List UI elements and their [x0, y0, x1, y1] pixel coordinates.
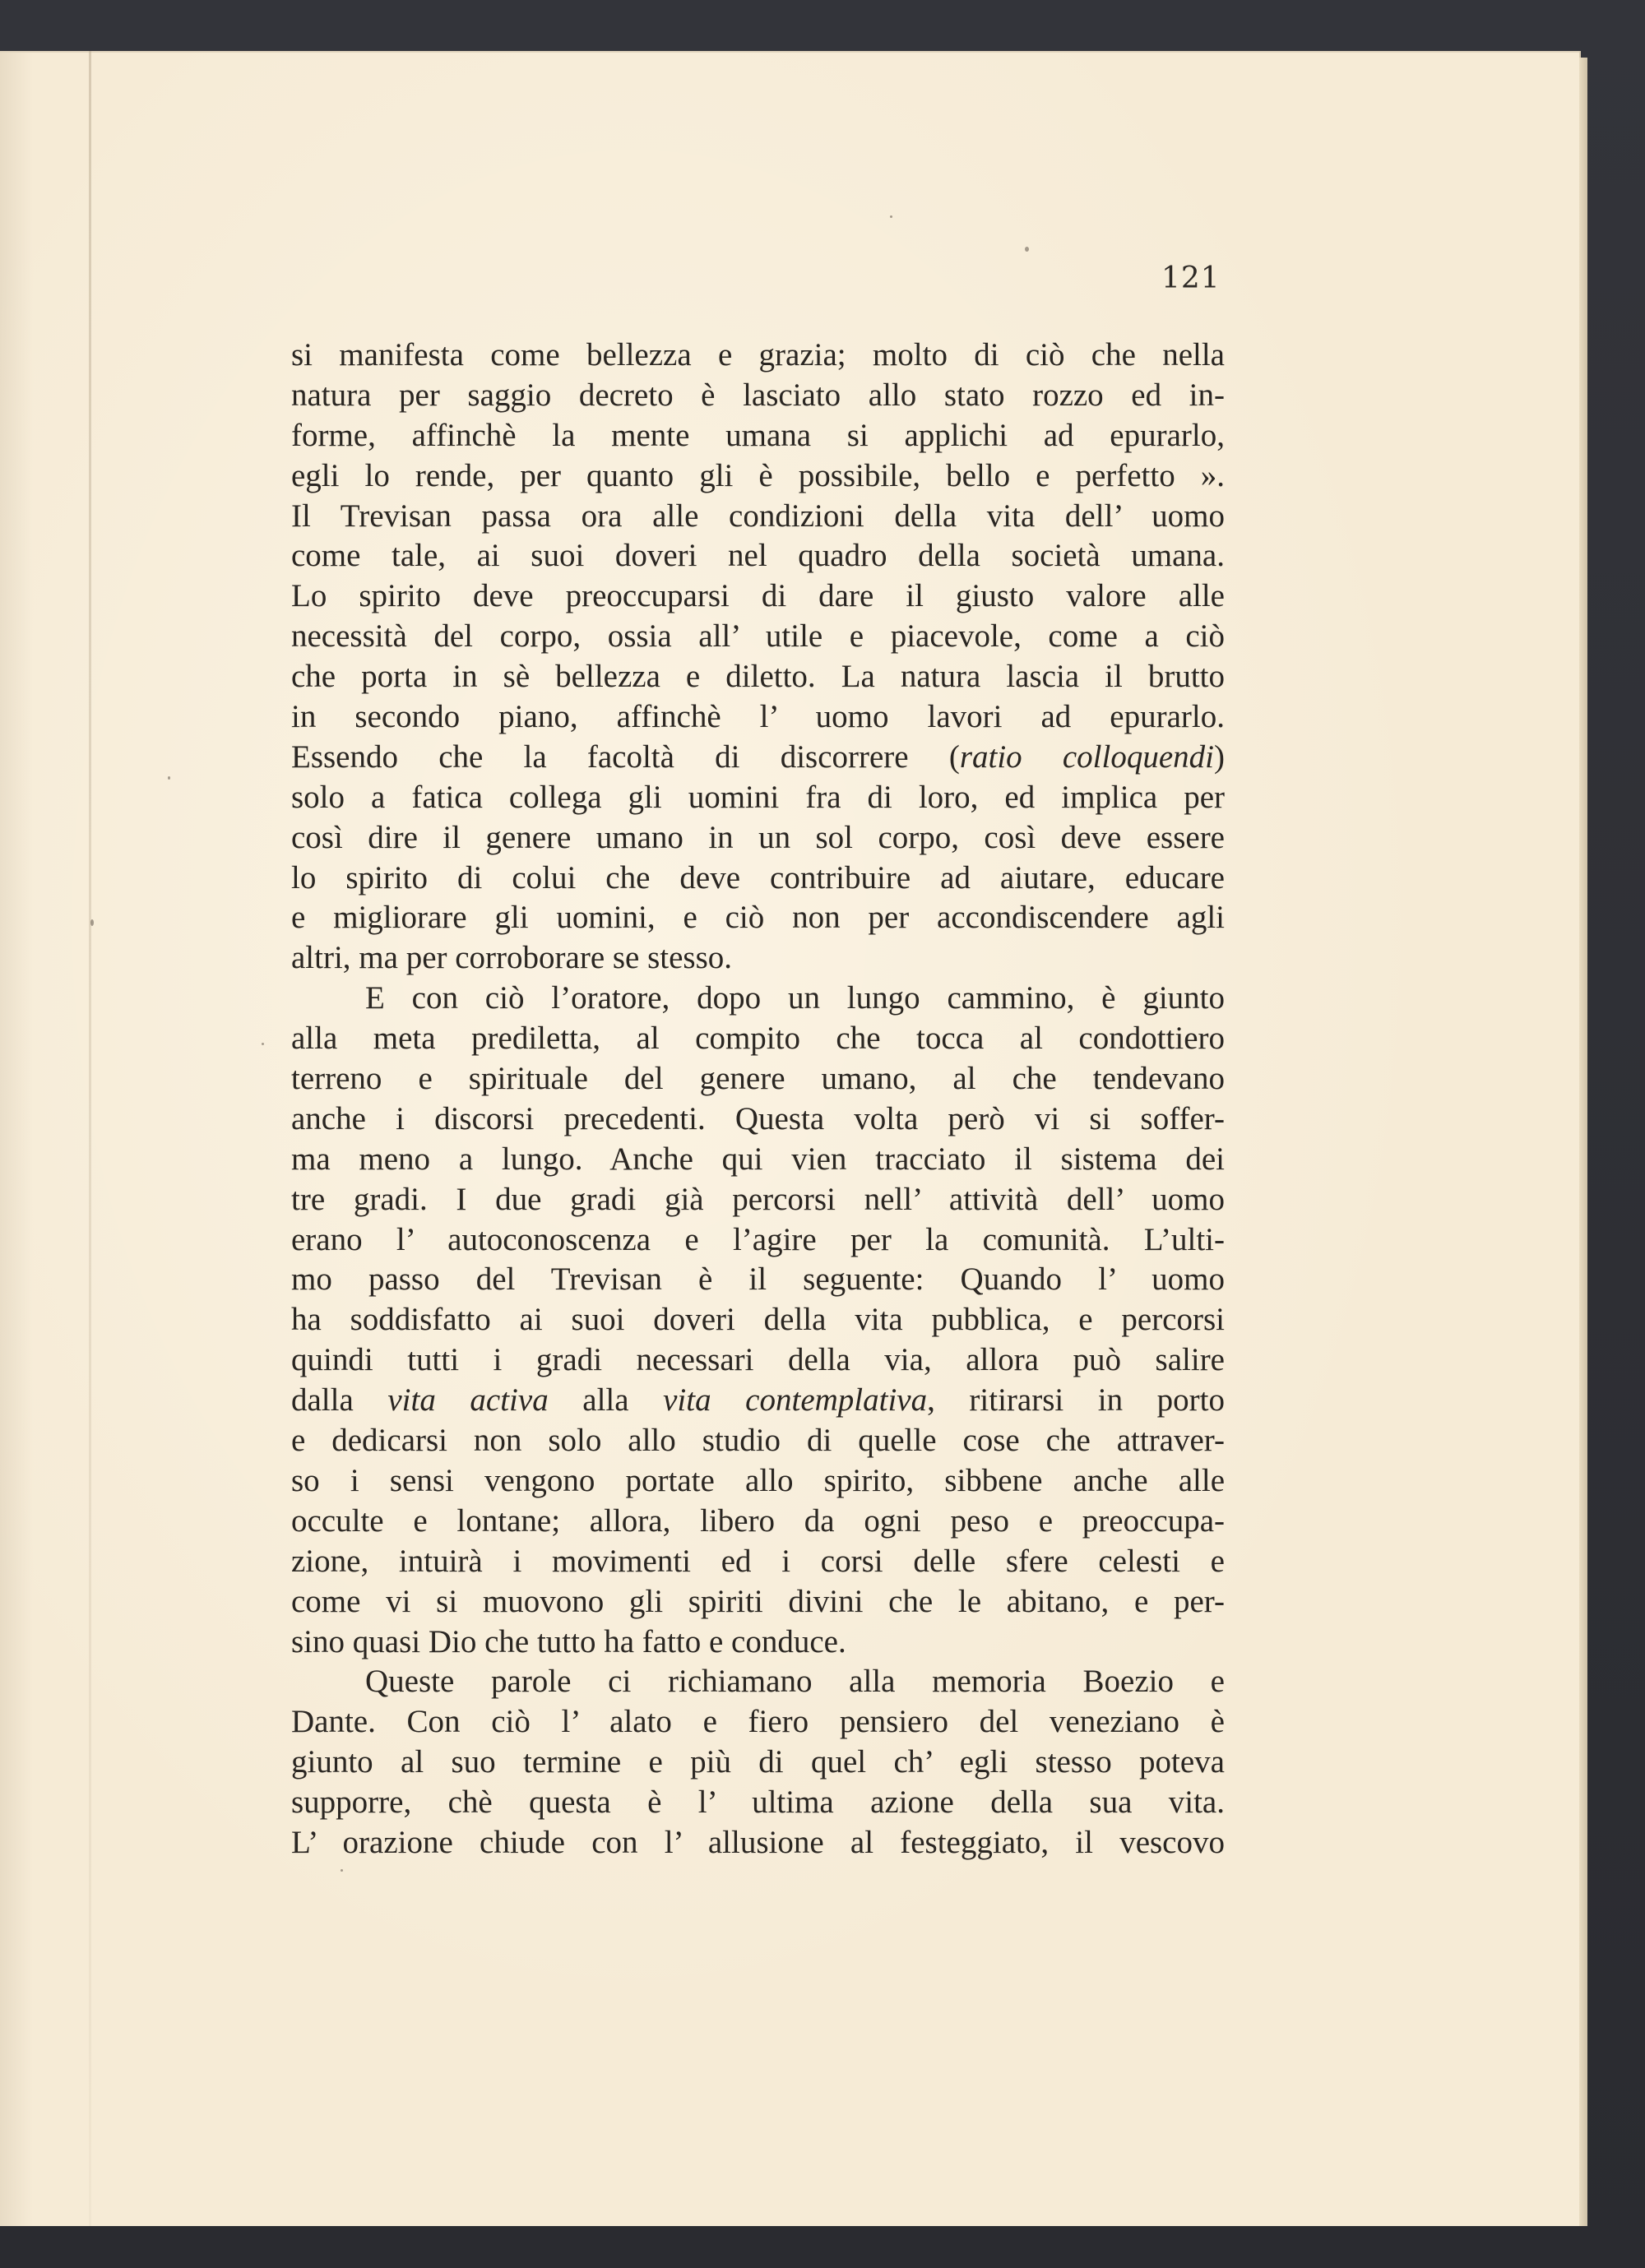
text-segment: mo passo del Trevisan è il seguente: Quando l’ uomo — [291, 1261, 1225, 1298]
text-line — [291, 336, 1225, 376]
text-segment: quindi tutti i gradi necessari della via, allora può salire — [291, 1342, 1225, 1378]
text-line — [291, 416, 1225, 456]
paper-speck — [1025, 247, 1029, 252]
text-segment: terreno e spirituale del genere umano, al che tendevano — [291, 1061, 1225, 1097]
text-line — [291, 1340, 1225, 1381]
text-segment: che porta in sè bellezza e diletto. La natura lascia il brutto — [291, 659, 1225, 695]
text-line — [291, 738, 1225, 778]
text-segment: si manifesta come bellezza e grazia; molto di ciò che nella — [291, 337, 1225, 373]
text-segment: ) — [1214, 738, 1225, 775]
text-segment: necessità del corpo, ossia all’ utile e piacevole, come a ciò — [291, 618, 1225, 655]
italic-phrase: vita contemplativa — [663, 1382, 928, 1419]
text-line — [291, 576, 1225, 617]
text-line — [291, 778, 1225, 818]
text-segment: come vi si muovono gli spiriti divini che le abitano, e per- — [291, 1583, 1225, 1619]
text-segment: ma meno a lungo. Anche qui vien tracciato il sistema dei — [291, 1141, 1225, 1177]
text-line — [291, 1542, 1225, 1582]
paper-speck — [168, 776, 170, 780]
text-segment: e migliorare gli uomini, e ciò non per accondiscendere agli — [291, 900, 1225, 936]
text-segment: altri, ma per corroborare se stesso. — [291, 940, 733, 976]
text-segment: tre gradi. I due gradi già percorsi nell’ attività dell’ uomo — [291, 1181, 1225, 1217]
text-line — [291, 456, 1225, 497]
text-line — [291, 1582, 1225, 1622]
text-segment: anche i discorsi precedenti. Questa volta però vi si soffer- — [291, 1100, 1225, 1136]
text-segment: Dante. Con ciò l’ alato e fiero pensiero del veneziano è — [291, 1704, 1225, 1740]
text-line — [291, 979, 1225, 1019]
text-line — [291, 697, 1225, 738]
body-text — [291, 336, 1225, 1863]
text-segment: ha soddisfatto ai suoi doveri della vita pubblica, e percorsi — [291, 1302, 1225, 1338]
text-segment: solo a fatica collega gli uomini fra di loro, ed implica per — [291, 779, 1225, 815]
text-line — [291, 1180, 1225, 1220]
text-segment: egli lo rende, per quanto gli è possibile, bello e perfetto ». — [291, 457, 1225, 493]
text-segment: così dire il genere umano in un sol corpo, così deve essere — [291, 819, 1225, 855]
text-line — [291, 1461, 1225, 1502]
text-line — [291, 1662, 1225, 1702]
paper-speck — [890, 215, 892, 218]
text-segment: e dedicarsi non solo allo studio di quelle cose che attraver- — [291, 1423, 1225, 1459]
page-edge — [1579, 58, 1587, 2226]
page-number: 121 — [1161, 262, 1221, 295]
italic-phrase: ratio colloquendi — [959, 738, 1214, 775]
text-line — [291, 818, 1225, 859]
text-line — [291, 1823, 1225, 1863]
text-segment: natura per saggio decreto è lasciato allo stato rozzo ed in- — [291, 377, 1225, 413]
text-segment: in secondo piano, affinchè l’ uomo lavori ad epurarlo. — [291, 699, 1225, 735]
text-line — [291, 1421, 1225, 1461]
text-line — [291, 1260, 1225, 1300]
text-line — [291, 1381, 1225, 1421]
text-segment: L’ orazione chiude con l’ allusione al festeggiato, il vescovo — [291, 1824, 1225, 1860]
paper-speck — [262, 1043, 264, 1045]
text-line — [291, 497, 1225, 537]
paper-speck — [90, 919, 94, 926]
text-segment: alla — [548, 1382, 664, 1419]
italic-phrase: vita activa — [387, 1382, 549, 1419]
text-segment: giunto al suo termine e più di quel ch’ egli stesso poteva — [291, 1744, 1225, 1780]
text-line — [291, 1099, 1225, 1140]
text-segment: E con ciò l’oratore, dopo un lungo cammino, è giunto — [365, 980, 1225, 1016]
text-line — [291, 1019, 1225, 1059]
text-segment: supporre, chè questa è l’ ultima azione della sua vita. — [291, 1784, 1225, 1821]
text-segment: forme, affinchè la mente umana si applichi ad epurarlo, — [291, 417, 1225, 453]
text-segment: Il Trevisan passa ora alle condizioni della vita dell’ uomo — [291, 498, 1225, 534]
text-segment: erano l’ autoconoscenza e l’agire per la comunità. L’ulti- — [291, 1221, 1225, 1257]
text-line — [291, 376, 1225, 416]
text-segment: Queste parole ci richiamano alla memoria Boezio e — [365, 1664, 1225, 1700]
text-line — [291, 536, 1225, 576]
text-line — [291, 938, 1225, 979]
text-line — [291, 1702, 1225, 1743]
text-line — [291, 1300, 1225, 1340]
text-segment: Lo spirito deve preoccuparsi di dare il giusto valore alle — [291, 578, 1225, 614]
text-line — [291, 657, 1225, 697]
text-segment: occulte e lontane; allora, libero da ogni peso e preoccupa- — [291, 1502, 1225, 1539]
text-line — [291, 859, 1225, 899]
paper-speck — [341, 1869, 343, 1872]
text-segment: sino quasi Dio che tutto ha fatto e conduce. — [291, 1623, 846, 1659]
text-line — [291, 1059, 1225, 1099]
text-segment: so i sensi vengono portate allo spirito, sibbene anche alle — [291, 1462, 1225, 1498]
text-segment: come tale, ai suoi doveri nel quadro della società umana. — [291, 538, 1225, 574]
text-segment: , ritirarsi in porto — [927, 1382, 1225, 1419]
text-segment: Essendo che la facoltà di discorrere ( — [291, 738, 960, 775]
text-segment: zione, intuirà i movimenti ed i corsi delle sfere celesti e — [291, 1543, 1225, 1579]
text-segment: alla meta prediletta, al compito che tocca al condottiero — [291, 1021, 1225, 1057]
text-segment: lo spirito di colui che deve contribuire ad aiutare, educare — [291, 859, 1225, 896]
text-line — [291, 898, 1225, 938]
text-line — [291, 1743, 1225, 1783]
text-line — [291, 1140, 1225, 1180]
text-line — [291, 1783, 1225, 1823]
text-segment: dalla — [291, 1382, 388, 1419]
text-line — [291, 1622, 1225, 1663]
text-line — [291, 1220, 1225, 1261]
text-line — [291, 617, 1225, 657]
text-line — [291, 1502, 1225, 1542]
page-fold — [89, 51, 91, 2226]
